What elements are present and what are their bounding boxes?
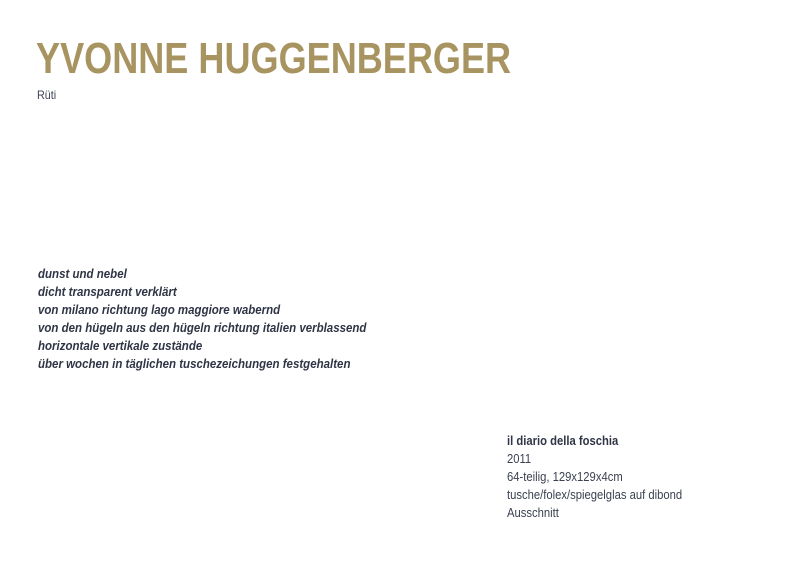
- work-info: [507, 432, 702, 522]
- poem-line: von milano richtung lago maggiore wabernd: [38, 303, 281, 317]
- work-year: 2011: [507, 452, 532, 466]
- poem-line: dunst und nebel: [38, 267, 127, 281]
- work-note: Ausschnitt: [507, 506, 559, 520]
- poem-line: von den hügeln aus den hügeln richtung italien verblassend: [38, 321, 367, 335]
- work-title: il diario della foschia: [507, 434, 619, 448]
- work-dimensions: 64-teilig, 129x129x4cm: [507, 470, 623, 484]
- artist-name: YVONNE HUGGENBERGER: [36, 34, 512, 83]
- poem-text: [38, 265, 395, 373]
- artist-location: Rüti: [37, 88, 57, 102]
- poem-line: horizontale vertikale zustände: [38, 339, 203, 353]
- work-materials: tusche/folex/spiegelglas auf dibond: [507, 488, 683, 502]
- poem-line: über wochen in täglichen tuschezeichungen festgehalten: [38, 357, 351, 371]
- poem-line: dicht transparent verklärt: [38, 285, 177, 299]
